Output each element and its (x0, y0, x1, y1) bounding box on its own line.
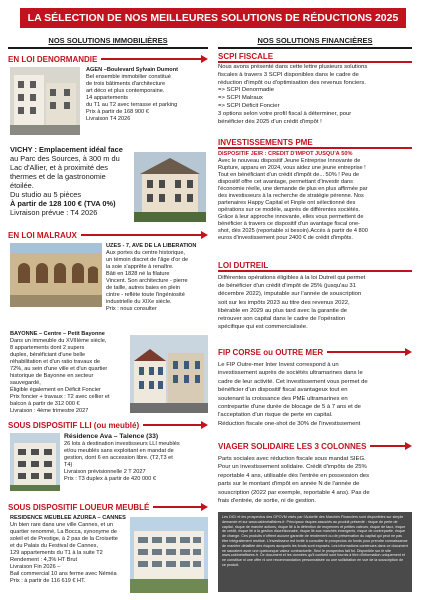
text-line: Rendement : 4,3% HT Brut (10, 557, 78, 563)
text-line: la soie s'apprête à renaître. (106, 264, 174, 270)
text-line: 8 appartements dont 2 supers (10, 345, 85, 351)
text-line: VICHY : Emplacement idéal face (10, 145, 123, 154)
text-line: cadre de leur activité. Cet investissement vous permet de (218, 378, 368, 385)
text-line: de trois bâtiments d'architecture (86, 81, 166, 87)
text-line: de bénéficier d'un crédit d'impôt de 25% (jusqu'au 31 (218, 283, 356, 290)
text-line: Livraison T4 2026 (86, 116, 131, 122)
text-line: euros d'investissement pour 2400 € de crédit d'impôts. (218, 235, 353, 241)
text-line: l'économie réelle, une demande de plus en plus affirmée par (218, 186, 368, 192)
text-line: Prix : T3 duplex à partir de 420 000 € (64, 476, 156, 482)
text-line: partenaires Happy Capital et Finple ont sélectionné des (218, 200, 356, 206)
text-line: contrepartie d'une durée de blocage de 5 à 7 ans et de (218, 404, 361, 411)
text-line: bénéficier dès 2025 d'un crédit d'impôt ! (218, 118, 322, 125)
text-line: l'acceptation d'un risque de perte en capital. (218, 412, 333, 419)
section-pme (218, 136, 412, 148)
text-line: réduction d'impôt ou d'optimisation des revenus fonciers. (218, 79, 366, 86)
section-label: SCPI FISCALE (218, 51, 274, 61)
text-line: Aux portes du centre historique, (106, 250, 185, 256)
denormandie-title: AGEN –Boulevard Sylvain Dumont (86, 67, 179, 73)
text-line: fiscales à travers 3 SCPI disponibles dans le cadre de (218, 71, 359, 78)
text-line: frais d'entrée, de sortie, ni de gestion. (218, 498, 317, 505)
vichy-price: À partir de 128 100 € (TVA 0%) (10, 199, 116, 208)
text-line: au Parc des Sources, à 300 m du (10, 154, 120, 163)
malraux-text (106, 243, 208, 313)
text-line: Bâti en 1828 né la filature (106, 271, 170, 277)
text-line: art déco et plus contemporaine. (86, 88, 165, 94)
text-line: gestion, dont 6 en accession libre. (T2,T3 et (64, 455, 173, 461)
left-header-label: NOS SOLUTIONS IMMOBILIÈRES (48, 36, 168, 45)
meuble-text (10, 515, 128, 595)
section-label: EN LOI DENORMANDIE (8, 54, 98, 64)
legal-footnote (218, 512, 412, 592)
text-line: Livraison prévisionnelle 2 T 2027 (64, 469, 146, 475)
text-line: Prix à partir de 168 900 € (86, 109, 149, 115)
text-line: thermes et de la gastronomie (10, 172, 106, 181)
text-line: industrielle du XIXe siècle. (106, 299, 172, 305)
text-line: Nous avons présenté dans cette lettre plusieurs solutions (218, 64, 368, 70)
text-line: un témoin discret de l'âge d'or de (106, 257, 189, 263)
text-line: de taille, autres baies en plein (106, 285, 181, 291)
text-line: dispositif offre cet avantage, permettant d'investir dans (218, 179, 353, 185)
uzes-building-photo (10, 243, 102, 307)
text-line: et/ou meublés sans exploitant en mandat de (64, 448, 174, 454)
text-line: Rupture, apparu en 2024, vous aidez une jeune entreprise ! (218, 165, 366, 171)
lli-text (64, 433, 208, 483)
text-line: shot, dès 2025 (reportable si besoin).Accès à partir de 4 800 (218, 228, 368, 234)
pme-text (218, 151, 412, 242)
text-line: soit sur les impôts 2023 au titre des revenus 2022, (218, 299, 350, 306)
section-label: SOUS DISPOSITIF LLI (ou meublé) (8, 420, 140, 430)
bayonne-text (10, 331, 128, 417)
lli-title: Résidence Ava – Talence (33) (64, 433, 159, 440)
section-label: VIAGER SOLIDAIRE LES 3 COLONNES (218, 441, 367, 451)
malraux-price: Prix : nous consulter (106, 306, 157, 312)
bayonne-title: BAYONNE – Centre – Petit Bayonne (10, 331, 105, 337)
dutreil-text (218, 274, 412, 331)
agen-building-photo (10, 67, 80, 135)
text-line: Lac d'Allier, et à proximité des (10, 163, 108, 172)
section-denormandie (8, 53, 208, 65)
footnote-text: Les DICI et les prospectus des OPCVM visés par l'Autorité des Marchés Financiers sont disponibles sur simple demande et sur www.cabinetaffaires.fr. Principaux risques associés au produit présenté : risque de perte de capital, risque de marché actions, risque lié à la détention de moyennes et petites valeurs, risque de taux, risque de crédit, risque lié à la gestion discrétionnaire, risque lié aux marchés émergents, risque de contrepartie, risque de change. Ces produits n'offrent aucune garantie de rendement ou de préservation du capital qui peut ne pas être intégralement restitué. L'investisseur est invité à consulter le prospectus du fonds pour prendre connaissance de manière détaillée des risques auxquels les fonds sont exposés. Les informations contenues dans ce document ne sauraient avoir une quelconque valeur contractuelle. Seul le prospectus fait foi. Disponible sur le site www.cabinetaffaires.fr. Ce document et les données qu'il contient sont fournis à titre d'information uniquement et ne constitue ni une offre ni une recommandation personnalisée ou une sollicitation en vue de la souscription de ce produit. (222, 515, 408, 567)
text-line: bénéficier d'un dispositif fiscal avantageux tout en (218, 387, 348, 394)
text-line: 26 lots à destination investisseurs LLI meublés (64, 441, 180, 447)
fip-text (218, 361, 412, 428)
section-label: EN LOI MALRAUX (8, 230, 77, 240)
text-line: reportable 4 ans, utilisable dès l'entrée en possession des (218, 472, 370, 479)
text-line: Parts sociales avec réduction fiscale sous mandat SIEG. (218, 456, 366, 462)
malraux-title: UZÈS - 7, AVE DE LA LIBÉRATION (106, 243, 197, 249)
section-label: FIP CORSE ou OUTRE MER (218, 347, 324, 357)
meuble-title: RÉSIDENCE MEUBLÉE AZURÉA – CANNES (10, 515, 126, 521)
section-scpi (218, 50, 412, 62)
text-line: T4) (64, 462, 73, 468)
pme-subtitle: DISPOSITIF JEIR : CRÉDIT D'IMPÔT JUSQU'À 50% (218, 151, 353, 157)
text-line: soutenant la croissance des PME ultramarines en (218, 395, 348, 402)
section-label: INVESTISSEMENTS PME (218, 137, 313, 147)
text-line: Pour un investissement solidaire. Crédit d'impôts de 25% (218, 464, 367, 471)
text-line: balcon à partir de 312 000 € (10, 401, 80, 407)
text-line: Grâce à leur approche innovante, elles vous permettent de (218, 214, 364, 220)
text-line: 14 appartements (86, 95, 128, 101)
banner-title: LA SÉLECTION DE NOS MEILLEURES SOLUTIONS DE RÉDUCTIONS 2025 (27, 12, 399, 24)
text-line: bénéficier à travers ce dispositif d'un avantage fiscal one- (218, 221, 360, 227)
cannes-residence-photo (130, 517, 208, 593)
text-line: soleil et de Prestige, à 2 pas de la Croisette (10, 536, 118, 542)
text-line: quartier renommé, La Bocca, synonyme de (10, 529, 117, 535)
text-line: parts sur le montant d'impôt en année N de l'année de (218, 481, 360, 488)
text-line: Éligible également en Déficit Foncier (10, 387, 101, 393)
arrow-icon (201, 55, 208, 63)
arrow-icon (201, 421, 208, 429)
right-header-label: NOS SOLUTIONS FINANCIÈRES (257, 36, 373, 45)
text-line: retrouver son capital dans le cadre de l'opération (218, 316, 346, 323)
text-line: Un bien rare dans une ville Cannes, et un (10, 522, 113, 528)
section-dutreil (218, 259, 412, 271)
scpi-text (218, 64, 412, 126)
talence-building-photo (10, 433, 60, 491)
text-line: 3 options selon votre profil fiscal à déterminer, pour (218, 110, 352, 117)
section-label: SOUS DISPOSITIF LOUEUR MEUBLÉ (8, 502, 150, 512)
text-line: du T1 au T2 avec terrasse et parking (86, 102, 178, 108)
text-line: Prix : à partir de 116 619 € HT. (10, 578, 86, 584)
text-line: duplex, bénéficiant d'une belle (10, 352, 86, 358)
text-line: Tout en bénéficiant d'un crédit d'impôt de... 50% ! Peu de (218, 172, 360, 178)
text-line: Prix foncier + travaux : T2 avec cellier et (10, 394, 110, 400)
text-line: étoilée. (10, 181, 34, 190)
vichy-studios: Du studio au 5 pièces (10, 190, 82, 199)
text-line: 72%, au sein d'une ville et d'un quartier (10, 366, 108, 372)
text-line: réhabilitation et d'un ratio travaux de (10, 359, 101, 365)
vichy-building-photo (134, 152, 206, 222)
section-malraux (8, 229, 208, 241)
text-line: décembre 2022), imputable sur l'année de souscription (218, 291, 362, 298)
text-line: historique de Bayonne en secteur (10, 373, 94, 379)
viager-text (218, 455, 412, 505)
text-line: sauvegardé, (10, 380, 41, 386)
text-line: Le FIP Outre-mer Inter Invest correspond à un (218, 362, 339, 368)
vichy-text (10, 145, 132, 217)
page-banner (20, 8, 406, 28)
section-viager (218, 440, 412, 452)
text-line: et du Palais du Festival de Cannes, (10, 543, 98, 549)
text-line: souscription (2022 par exemple, reportable 4 ans). Pas de (218, 489, 370, 496)
text-line: libérable en 2029 au plus tard avec la garantie de (218, 307, 348, 314)
arrow-icon (405, 348, 412, 356)
arrow-icon (405, 442, 412, 450)
text-line: => SCPI Denormadie (218, 87, 274, 94)
left-column-header (8, 34, 208, 47)
text-line: Vincent. Son architecture - pierre (106, 278, 188, 284)
text-line: Bel ensemble immobilier constitué (86, 74, 171, 80)
section-fip (218, 346, 412, 358)
arrow-icon (201, 503, 208, 511)
text-line: Différentes opérations éligibles à la loi Dutreil qui permet (218, 275, 366, 281)
text-line: Dans un immeuble du XVIIIème siècle, (10, 338, 107, 344)
text-line: spécifique qui est commercialisée. (218, 324, 308, 331)
denormandie-text (86, 67, 208, 123)
text-line: des investisseurs à la recherche de stratégie pérenne. Nos (218, 193, 364, 199)
bayonne-building-photo (130, 335, 208, 413)
text-line: investissement auprès de sociétés ultramarines dans le (218, 370, 363, 377)
text-line: Avec le nouveau dispositif Jeune Entreprise Innovante de (218, 158, 361, 164)
text-line: Livraison : 4ème trimestre 2027 (10, 408, 89, 414)
text-line: => SCPI Déficit Foncier (218, 102, 280, 109)
section-lli (8, 419, 208, 431)
section-loueur-meuble (8, 501, 208, 513)
text-line: 129 appartements du T1 à la suite T2 (10, 550, 103, 556)
text-line: Bail commercial 10 ans ferme avec Néméa (10, 571, 117, 577)
text-line: cintre - reflète toute l'ingéniosité (106, 292, 185, 298)
vichy-delivery: Livraison prévue : T4 2026 (10, 208, 98, 217)
text-line: Réduction fiscale one-shot de 30% de l'investissement (218, 420, 361, 427)
arrow-icon (201, 231, 208, 239)
text-line: Livraison Fin 2026 – (10, 564, 61, 570)
section-label: LOI DUTREIL (218, 260, 269, 270)
text-line: opérations sur ce modèle, auprès de différentes sociétés. (218, 207, 360, 213)
right-column-header (218, 34, 412, 47)
text-line: => SCPI Malraux (218, 95, 263, 102)
